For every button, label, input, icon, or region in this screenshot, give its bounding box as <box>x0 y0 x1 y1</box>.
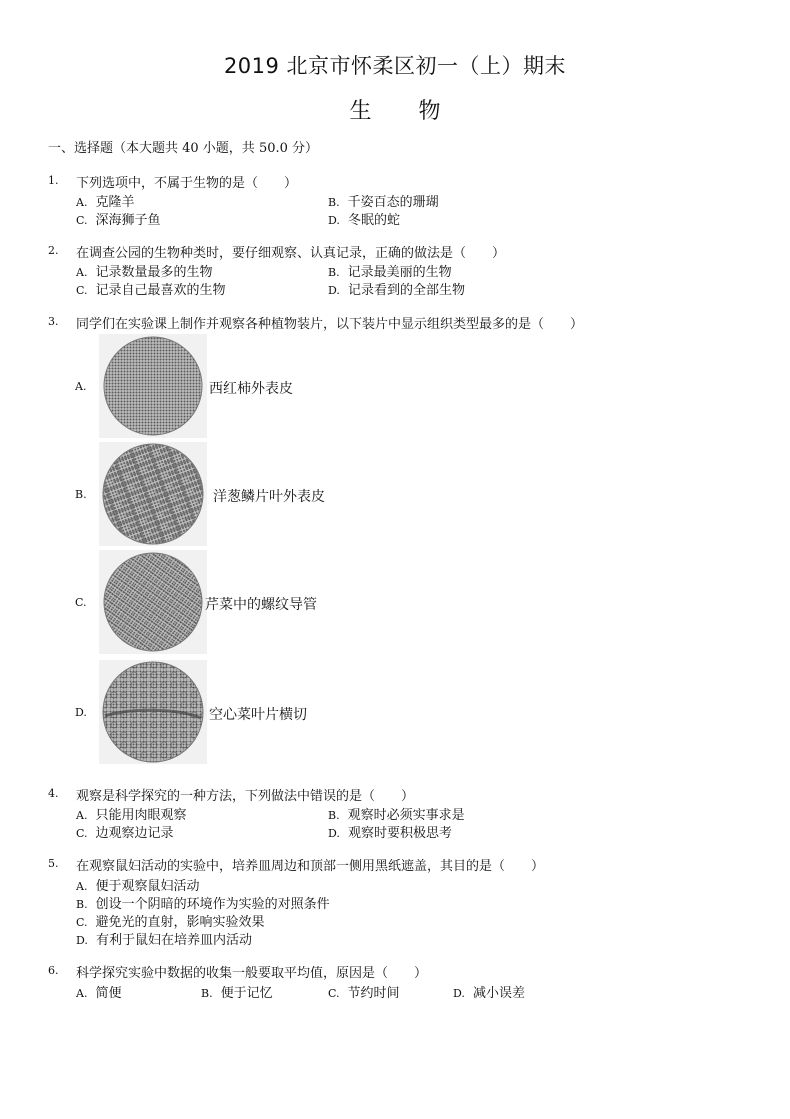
option-a[interactable] <box>76 875 199 894</box>
option-text: 观察时要积极思考 <box>347 826 452 841</box>
option-letter: A. <box>76 809 88 822</box>
option-text: 只能用肉眼观察 <box>95 808 187 823</box>
option-b[interactable] <box>328 261 452 280</box>
question-stem: 下列选项中，不属于生物的是（ ） <box>76 176 298 191</box>
option-letter: B. <box>201 987 213 1000</box>
option-text: 空心菜叶片横切 <box>209 707 307 723</box>
option-letter: A. <box>76 880 88 893</box>
option-a[interactable] <box>76 261 212 280</box>
option-text: 记录最美丽的生物 <box>347 265 452 280</box>
option-text: 有利于鼠妇在培养皿内活动 <box>95 933 252 948</box>
option-a[interactable] <box>76 804 186 823</box>
option-letter: D. <box>328 827 340 840</box>
option-text: 记录自己最喜欢的生物 <box>95 283 226 298</box>
option-letter: C. <box>328 987 340 1000</box>
option-d[interactable] <box>328 279 465 298</box>
option-text: 观察时必须实事求是 <box>347 808 465 823</box>
option-letter: A. <box>76 196 88 209</box>
celery-vessel-micrograph <box>99 550 207 654</box>
option-letter: D. <box>75 706 87 719</box>
question-stem: 观察是科学探究的一种方法，下列做法中错误的是（ ） <box>76 789 415 804</box>
option-d[interactable] <box>328 822 452 841</box>
option-text: 减小误差 <box>472 986 525 1001</box>
option-b[interactable] <box>201 982 273 1001</box>
option-letter: A. <box>76 266 88 279</box>
water-spinach-leaf-section-micrograph <box>99 660 207 764</box>
subject-title: 生 物 <box>349 99 441 124</box>
option-a[interactable] <box>75 334 375 438</box>
option-text: 洋葱鳞片叶外表皮 <box>213 489 325 505</box>
question-number: 2. <box>48 244 59 257</box>
question-stem: 在调查公园的生物种类时，要仔细观察、认真记录，正确的做法是（ ） <box>76 246 506 261</box>
tomato-epidermis-micrograph <box>99 334 207 438</box>
section-heading: 一、选择题（本大题共 40 小题，共 50.0 分） <box>48 141 319 156</box>
question-number: 1. <box>48 174 59 187</box>
option-letter: D. <box>328 284 340 297</box>
question-number: 3. <box>48 315 59 328</box>
option-letter: A. <box>75 380 87 393</box>
option-letter: B. <box>75 488 87 501</box>
option-d[interactable] <box>75 660 375 764</box>
option-b[interactable] <box>76 893 330 912</box>
option-text: 便于记忆 <box>220 986 273 1001</box>
option-letter: B. <box>328 809 340 822</box>
option-b[interactable] <box>328 191 439 210</box>
option-text: 避免光的直射，影响实验效果 <box>95 915 265 930</box>
question-number: 5. <box>48 857 59 870</box>
option-text: 节约时间 <box>347 986 400 1001</box>
option-text: 边观察边记录 <box>95 826 174 841</box>
option-c[interactable] <box>76 279 226 298</box>
option-text: 记录数量最多的生物 <box>95 265 213 280</box>
question-stem: 在观察鼠妇活动的实验中，培养皿周边和顶部一侧用黑纸遮盖，其目的是（ ） <box>76 859 545 874</box>
question-stem: 同学们在实验课上制作并观察各种植物装片，以下装片中显示组织类型最多的是（ ） <box>76 317 584 332</box>
option-d[interactable] <box>453 982 525 1001</box>
option-letter: C. <box>76 916 88 929</box>
option-c[interactable] <box>76 822 174 841</box>
question-number: 4. <box>48 787 59 800</box>
option-letter: B. <box>76 898 88 911</box>
option-text: 千姿百态的珊瑚 <box>347 195 439 210</box>
option-letter: C. <box>75 596 87 609</box>
option-text: 简便 <box>95 986 122 1001</box>
option-text: 冬眠的蛇 <box>347 213 400 228</box>
onion-epidermis-micrograph <box>99 442 207 546</box>
option-d[interactable] <box>76 929 252 948</box>
option-text: 西红柿外表皮 <box>209 381 293 397</box>
option-text: 创设一个阴暗的环境作为实验的对照条件 <box>95 897 330 912</box>
option-text: 记录看到的全部生物 <box>347 283 465 298</box>
option-text: 克隆羊 <box>95 195 135 210</box>
option-letter: D. <box>76 934 88 947</box>
option-c[interactable] <box>76 209 161 228</box>
option-letter: C. <box>76 284 88 297</box>
option-a[interactable] <box>76 191 134 210</box>
option-letter: A. <box>76 987 88 1000</box>
option-letter: B. <box>328 196 340 209</box>
option-c[interactable] <box>75 550 375 654</box>
option-b[interactable] <box>328 804 465 823</box>
option-c[interactable] <box>76 911 265 930</box>
option-letter: D. <box>328 214 340 227</box>
option-b[interactable] <box>75 442 375 546</box>
option-text: 便于观察鼠妇活动 <box>95 879 200 894</box>
option-letter: C. <box>76 214 88 227</box>
option-text: 芹菜中的螺纹导管 <box>205 597 317 613</box>
option-text: 深海狮子鱼 <box>95 213 161 228</box>
question-number: 6. <box>48 964 59 977</box>
option-d[interactable] <box>328 209 400 228</box>
document-title: 2019 北京市怀柔区初一（上）期末 <box>223 54 567 78</box>
option-c[interactable] <box>328 982 400 1001</box>
option-letter: B. <box>328 266 340 279</box>
option-letter: D. <box>453 987 465 1000</box>
option-letter: C. <box>76 827 88 840</box>
option-a[interactable] <box>76 982 121 1001</box>
question-stem: 科学探究实验中数据的收集一般要取平均值，原因是（ ） <box>76 966 428 981</box>
